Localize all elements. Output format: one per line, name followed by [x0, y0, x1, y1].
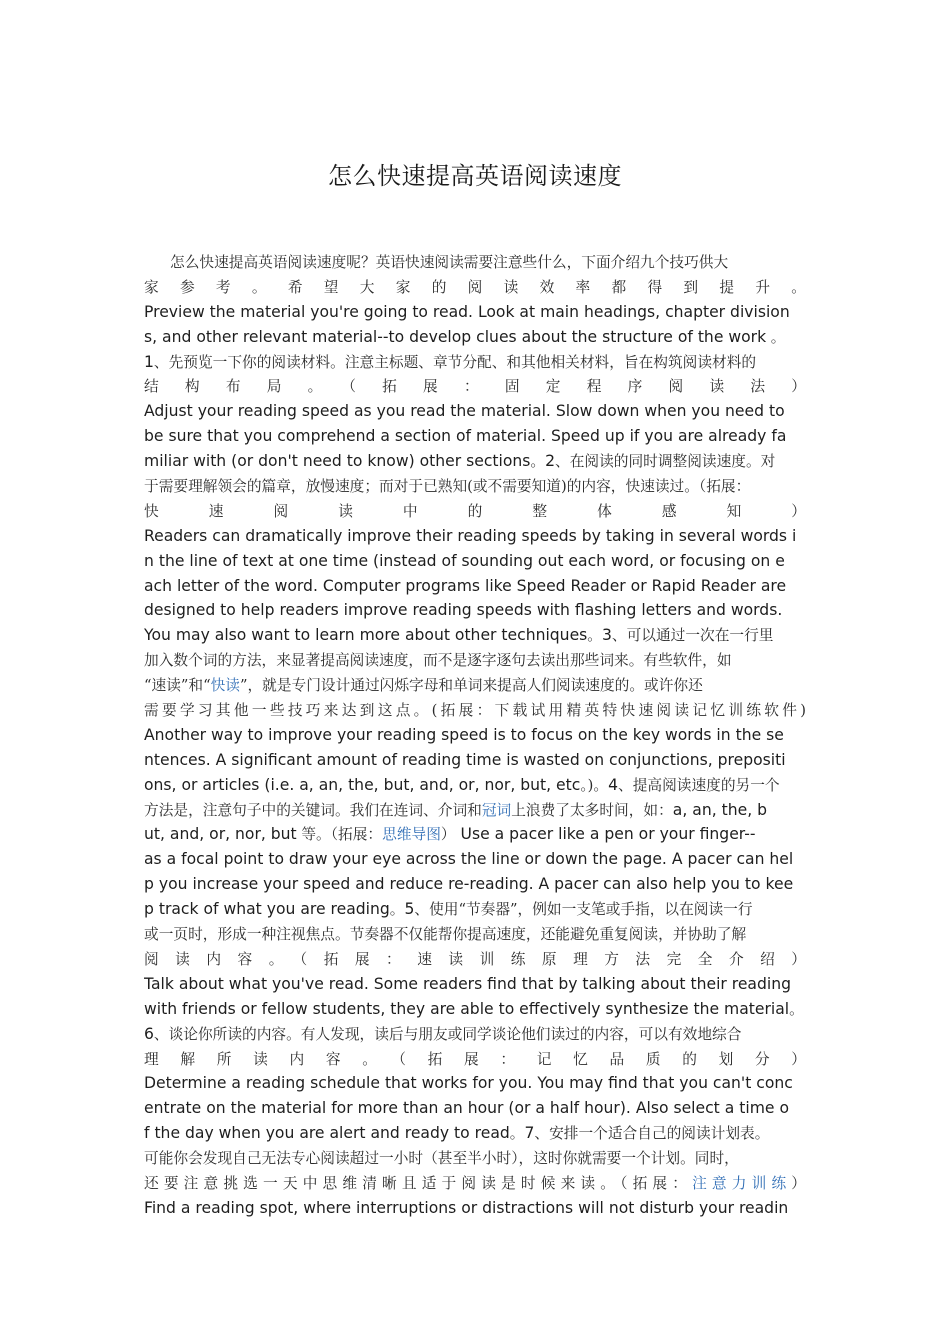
text-segment: 还要注意挑选一天中思维清晰且适于阅读是时候来读。（拓展：	[144, 1174, 693, 1192]
text-segment: entrate on the material for more than an hour (or a half hour). Also select a time o	[144, 1099, 789, 1118]
text-segment: be sure that you comprehend a section of material. Speed up if you are already fa	[144, 427, 787, 446]
text-segment: Adjust your reading speed as you read the material. Slow down when you need to	[144, 402, 785, 421]
inline-link[interactable]: 冠词	[481, 801, 512, 819]
text-line	[144, 524, 806, 549]
text-segment: 方法是，注意句子中的关键词。我们在连词、介词和	[144, 801, 482, 819]
text-line	[144, 1047, 806, 1072]
text-line	[144, 574, 806, 599]
text-segment: 上浪费了太多时间，如：	[511, 801, 673, 819]
text-segment: You may also want to learn more about other techniques	[144, 626, 588, 645]
text-segment: 。	[509, 1125, 525, 1143]
text-segment: 等。（拓展：	[296, 826, 383, 844]
text-segment: Determine a reading schedule that works for you. You may find that you can't conc	[144, 1074, 793, 1093]
text-segment: 、先预览一下你的阅读材料。注意主标题、章节分配、和其他相关材料，旨在构筑阅读材料的	[153, 353, 757, 371]
text-line	[144, 798, 806, 823]
text-segment: ）	[440, 826, 456, 844]
text-segment: 。)。	[580, 776, 609, 794]
text-segment: with friends or fellow students, they are able to effectively synthesize the material	[144, 999, 790, 1018]
page-title: 怎么快速提高英语阅读速度	[328, 162, 622, 190]
text-line	[144, 325, 806, 350]
text-segment: “速读”和“	[144, 677, 211, 695]
text-line	[144, 1022, 806, 1047]
text-line	[144, 374, 806, 399]
text-segment: 于需要理解领会的篇章，放慢速度；而对于已熟知(或不需要知道)的内容，快速读过。（拓展：	[144, 478, 751, 496]
text-segment: 1	[144, 352, 154, 371]
text-line	[144, 723, 806, 748]
text-line	[144, 847, 806, 872]
text-line	[144, 424, 806, 449]
text-line	[144, 1146, 806, 1171]
text-line	[144, 822, 806, 847]
text-segment: ）	[791, 1174, 806, 1192]
text-line	[144, 549, 806, 574]
text-line	[144, 997, 806, 1022]
text-segment: 、安排一个适合自己的阅读计划表。	[534, 1125, 770, 1143]
text-line	[144, 1171, 806, 1196]
text-segment: f the day when you are alert and ready to read	[144, 1124, 510, 1143]
text-line	[144, 673, 806, 698]
text-line	[144, 399, 806, 424]
text-segment: 理解所读内容。（拓展：记忆品质的划分）	[144, 1050, 806, 1068]
text-segment: ons, or articles (i.e. a, an, the, but, and, or, nor, but, etc	[144, 775, 581, 794]
text-line	[144, 922, 806, 947]
text-line	[144, 872, 806, 897]
text-line	[144, 972, 806, 997]
text-segment: 或一页时，形成一种注视焦点。节奏器不仅能帮你提高速度，还能避免重复阅读，并协助了解	[144, 926, 747, 944]
text-segment: 、可以通过一次在一行里	[611, 627, 774, 645]
text-segment: s, and other relevant material--to develop clues about the structure of the work	[144, 327, 767, 346]
text-segment: 。	[766, 328, 786, 346]
text-segment: 快速阅读中的整体感知）	[144, 502, 806, 520]
text-line	[144, 748, 806, 773]
text-segment: Preview the material you're going to read. Look at main headings, chapter division	[144, 302, 790, 321]
text-segment: 、在阅读的同时调整阅读速度。对	[555, 453, 776, 471]
text-line	[144, 897, 806, 922]
text-segment: p track of what you are reading	[144, 900, 390, 919]
text-line	[144, 350, 806, 375]
text-segment: 4	[608, 775, 619, 794]
text-segment: miliar with (or don't need to know) other sections	[144, 452, 531, 471]
text-line	[144, 1121, 806, 1146]
text-line	[144, 499, 806, 524]
text-segment: 。	[587, 627, 602, 645]
text-segment: 5	[404, 900, 415, 919]
text-segment: 可能你会发现自己无法专心阅读超过一小时（甚至半小时），这时你就需要一个计划。同时，	[144, 1150, 739, 1168]
text-segment: 、谈论你所读的内容。有人发现，读后与朋友或同学谈论他们读过的内容，可以有效地综合	[153, 1025, 742, 1043]
text-segment: Another way to improve your reading speed is to focus on the key words in the se	[144, 725, 784, 744]
text-segment: Readers can dramatically improve their reading speeds by taking in several words i	[144, 526, 797, 545]
text-segment: 。	[389, 901, 405, 919]
text-segment: 。	[789, 1000, 804, 1018]
text-line	[144, 773, 806, 798]
text-line	[144, 648, 806, 673]
text-segment: n the line of text at one time (instead of sounding out each word, or focusing on e	[144, 551, 785, 570]
article-body	[144, 250, 806, 1221]
text-line	[144, 449, 806, 474]
text-segment: 。	[530, 453, 546, 471]
text-line	[144, 698, 806, 723]
text-segment: 、使用“节奏器”，例如一支笔或手指，以在阅读一行	[414, 901, 753, 919]
text-line	[144, 275, 806, 300]
text-segment: Talk about what you've read. Some readers find that by talking about their reading	[144, 974, 792, 993]
inline-link[interactable]: 注意力训练	[692, 1174, 792, 1192]
text-segment: 6	[144, 1024, 154, 1043]
text-segment: 3	[602, 626, 612, 645]
inline-link[interactable]: 思维导图	[382, 826, 441, 844]
text-segment: ”，就是专门设计通过闪烁字母和单词来提高人们阅读速度的。或许你还	[239, 677, 703, 695]
text-segment: designed to help readers improve reading speeds with flashing letters and words.	[144, 601, 783, 620]
text-segment: p you increase your speed and reduce re-reading. A pacer can also help you to kee	[144, 875, 794, 894]
text-line	[144, 598, 806, 623]
text-segment: Find a reading spot, where interruptions or distractions will not disturb your readin	[144, 1198, 789, 1217]
text-segment: 2	[545, 452, 556, 471]
text-segment: 、提高阅读速度的另一个	[618, 776, 780, 794]
inline-link[interactable]: 快读	[210, 677, 240, 695]
text-line	[144, 1071, 806, 1096]
text-segment: Use a pacer like a pen or your finger--	[455, 825, 756, 844]
text-segment: ntences. A significant amount of reading time is wasted on conjunctions, prepositi	[144, 750, 786, 769]
text-line	[144, 947, 806, 972]
text-segment: 怎么快速提高英语阅读速度呢？英语快速阅读需要注意些什么，下面介绍九个技巧供大	[170, 254, 729, 271]
text-line	[144, 1196, 806, 1221]
text-line	[144, 300, 806, 325]
text-segment: ut, and, or, nor, but	[144, 825, 297, 844]
text-segment: a, an, the, b	[672, 800, 768, 819]
text-segment: as a focal point to draw your eye across the line or down the page. A pacer can hel	[144, 850, 794, 869]
text-segment: 结构布局。（拓展：固定程序阅读法）	[144, 378, 806, 396]
text-line	[144, 250, 806, 275]
text-line	[144, 474, 806, 499]
text-segment: 7	[524, 1124, 535, 1143]
text-segment: 加入数个词的方法，来显著提高阅读速度，而不是逐字逐句去读出那些词来。有些软件，如	[144, 652, 732, 670]
text-segment: ach letter of the word. Computer programs like Speed Reader or Rapid Reader are	[144, 576, 787, 595]
text-segment: 阅读内容。（拓展：速读训练原理方法完全介绍）	[144, 950, 806, 968]
text-segment: 需要学习其他一些技巧来达到这点。(拓展：下载试用精英特快速阅读记忆训练软件)	[144, 702, 806, 720]
text-segment: 家参考。希望大家的阅读效率都得到提升。	[144, 278, 806, 296]
text-line	[144, 623, 806, 648]
text-line	[144, 1096, 806, 1121]
